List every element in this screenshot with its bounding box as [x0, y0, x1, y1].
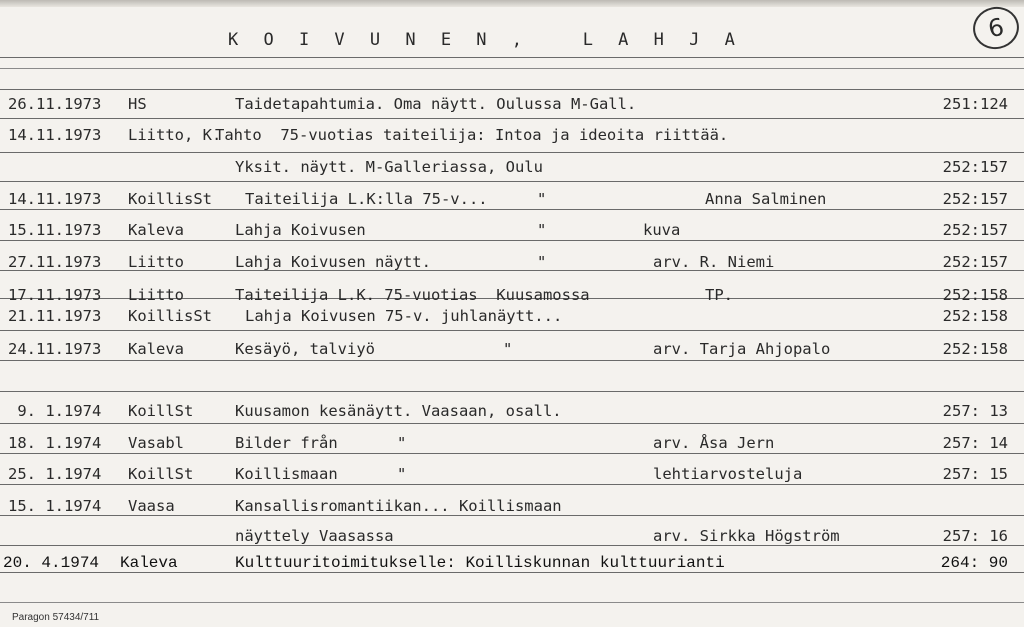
entry-source: Liitto, K. [128, 126, 222, 144]
entry-reference: 257: 15 [942, 465, 1008, 483]
ditto-mark: " [397, 434, 407, 452]
entry-reference: 252:157 [942, 158, 1008, 176]
entry-reference: 252:157 [942, 253, 1008, 271]
entry-source: Liitto [128, 253, 184, 271]
entry-source: KoillSt [128, 402, 194, 420]
entry-date: 15.11.1973 [8, 221, 102, 239]
entry-source: Vasabl [128, 434, 184, 452]
list-item [0, 126, 1024, 146]
entry-title: näyttely Vaasassa [235, 527, 394, 545]
ditto-mark: " [537, 221, 547, 239]
card-title: K O I V U N E N , L A H J A [228, 30, 743, 50]
entry-title: Taiteilija L.K. 75-vuotias Kuusamossa [235, 286, 590, 304]
list-item [0, 253, 1024, 273]
entry-author: lehtiarvosteluja [653, 465, 803, 483]
entry-reference: 252:157 [942, 190, 1008, 208]
entry-title: Lahja Koivusen näytt. [235, 253, 431, 271]
entry-title: Taiteilija L.K:lla 75-v... [245, 190, 488, 208]
entry-source: Kaleva [128, 340, 184, 358]
ditto-mark: " [503, 340, 513, 358]
entry-author: TP. [705, 286, 733, 304]
rule-line [0, 118, 1024, 119]
rule-line [0, 68, 1024, 69]
entry-reference: 257: 16 [942, 527, 1008, 545]
entry-title: Kesäyö, talviyö [235, 340, 375, 358]
entry-date: 27.11.1973 [8, 253, 102, 271]
entry-author: arv. Sirkka Högström [653, 527, 840, 545]
print-code: Paragon 57434/711 [12, 612, 100, 623]
entry-author: Anna Salminen [705, 190, 827, 208]
entry-author: arv. Åsa Jern [653, 434, 775, 452]
entry-date: 15. 1.1974 [8, 497, 102, 515]
rule-line [0, 391, 1024, 392]
list-item [0, 434, 1024, 454]
entry-date: 25. 1.1974 [8, 465, 102, 483]
rule-line [0, 152, 1024, 153]
entry-author: arv. R. Niemi [653, 253, 775, 271]
rule-line [0, 89, 1024, 90]
card-top-edge [0, 0, 1024, 7]
rule-line [0, 181, 1024, 182]
entry-source: Vaasa [128, 497, 175, 515]
entry-date: 14.11.1973 [8, 190, 102, 208]
entry-title: Kulttuuritoimitukselle: Koilliskunnan kulttuurianti [235, 554, 725, 572]
entry-author: arv. Tarja Ahjopalo [653, 340, 831, 358]
list-item [0, 527, 1024, 547]
entry-reference: 264: 90 [940, 554, 1008, 572]
list-item [0, 221, 1024, 241]
entry-date: 9. 1.1974 [8, 402, 102, 420]
entry-title: Lahja Koivusen 75-v. juhlanäytt... [245, 307, 563, 325]
entry-reference: 251:124 [942, 95, 1008, 113]
list-item [0, 497, 1024, 517]
list-item [0, 554, 1024, 574]
rule-line [0, 57, 1024, 58]
rule-line [0, 360, 1024, 361]
entry-title: Yksit. näytt. M-Galleriassa, Oulu [235, 158, 543, 176]
list-item [0, 402, 1024, 422]
list-item [0, 340, 1024, 360]
rule-line [0, 602, 1024, 603]
entry-reference: 252:158 [942, 307, 1008, 325]
entry-date: 14.11.1973 [8, 126, 102, 144]
rule-line [0, 330, 1024, 331]
entry-date: 20. 4.1974 [3, 554, 100, 572]
entry-reference: 252:158 [942, 340, 1008, 358]
entry-date: 21.11.1973 [8, 307, 102, 325]
entry-title: Lahja Koivusen [235, 221, 366, 239]
entry-date: 26.11.1973 [8, 95, 102, 113]
entry-title: Taidetapahtumia. Oma näytt. Oulussa M-Gall. [235, 95, 637, 113]
entry-author: kuva [643, 221, 681, 239]
card-number-circle [969, 3, 1023, 54]
entry-reference: 257: 13 [942, 402, 1008, 420]
list-item [0, 286, 1024, 306]
list-item [0, 190, 1024, 210]
entry-source: Kaleva [120, 554, 178, 572]
list-item [0, 158, 1024, 178]
entry-date: 17.11.1973 [8, 286, 102, 304]
entry-source: KoillisSt [128, 190, 212, 208]
entry-reference: 257: 14 [942, 434, 1008, 452]
entry-reference: 252:157 [942, 221, 1008, 239]
list-item [0, 95, 1024, 115]
list-item [0, 465, 1024, 485]
entry-title: Tahto 75-vuotias taiteilija: Intoa ja ideoita riittää. [215, 126, 729, 144]
entry-source: KoillSt [128, 465, 194, 483]
entry-date: 24.11.1973 [8, 340, 102, 358]
entry-title: Kansallisromantiikan... Koillismaan [235, 497, 562, 515]
rule-line [0, 423, 1024, 424]
card-number: 6 [985, 12, 1007, 44]
entry-source: KoillisSt [128, 307, 212, 325]
entry-title: Bilder från [235, 434, 338, 452]
ditto-mark: " [537, 253, 547, 271]
entry-source: Liitto [128, 286, 184, 304]
ditto-mark: " [537, 190, 547, 208]
entry-title: Kuusamon kesänäytt. Vaasaan, osall. [235, 402, 562, 420]
entry-source: Kaleva [128, 221, 184, 239]
entry-title: Koillismaan [235, 465, 338, 483]
entry-date: 18. 1.1974 [8, 434, 102, 452]
ditto-mark: " [397, 465, 407, 483]
entry-source: HS [128, 95, 147, 113]
list-item [0, 307, 1024, 327]
entry-reference: 252:158 [942, 286, 1008, 304]
